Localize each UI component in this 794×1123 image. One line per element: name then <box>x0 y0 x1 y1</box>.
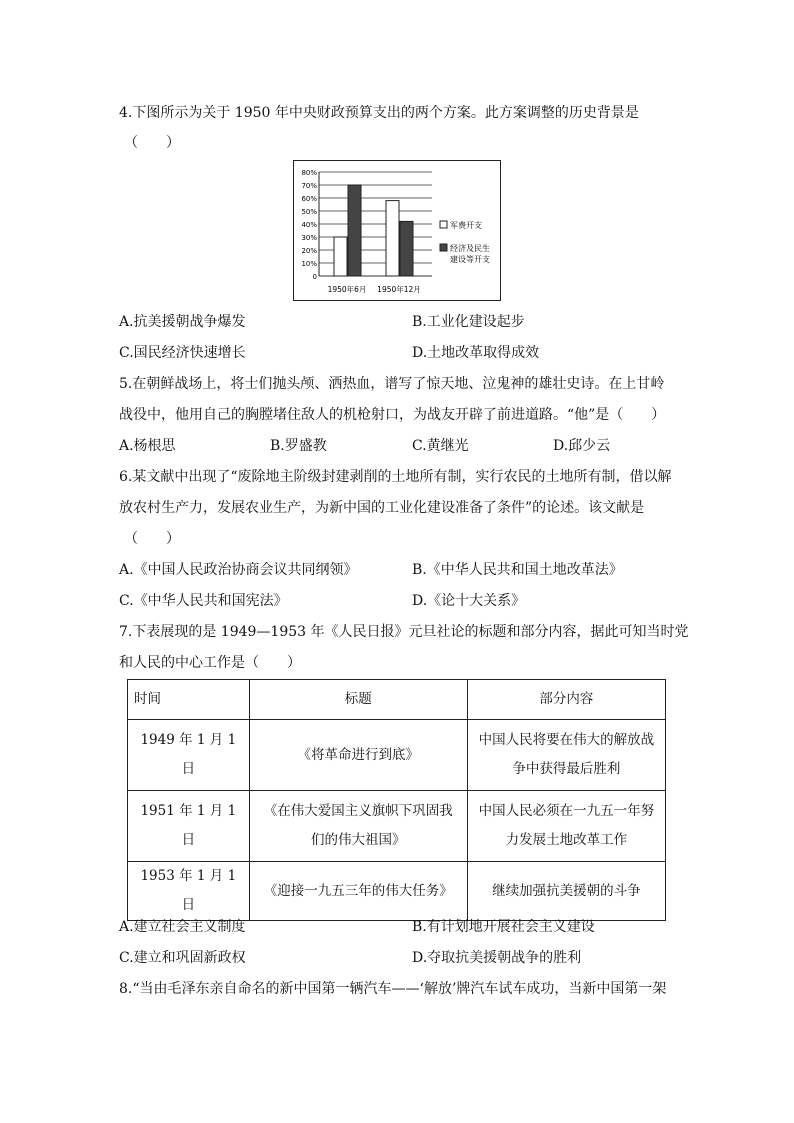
cell-content-line: 中国人民将要在伟大的解放战 <box>478 732 655 748</box>
legend-swatch-economy <box>440 244 447 251</box>
cell-content <box>467 791 665 862</box>
q5-option-c[interactable]: C.黄继光 <box>412 438 469 454</box>
q7-option-c[interactable]: C.建立和巩固新政权 <box>119 950 246 966</box>
cell-content <box>467 720 665 791</box>
editorial-table <box>127 679 666 921</box>
q7-option-a[interactable]: A.建立社会主义制度 <box>119 919 246 935</box>
q6-option-b[interactable]: B.《中华人民共和国土地改革法》 <box>412 562 623 578</box>
q6-line-1: 6.某文献中出现了“废除地主阶级封建剥削的土地所有制，实行农民的土地所有制，借以解 <box>119 469 672 485</box>
header-title: 标题 <box>249 680 467 720</box>
y-tick-label: 10% <box>301 260 317 268</box>
table-row <box>128 791 666 862</box>
q5-option-d[interactable]: D.邱少云 <box>553 438 611 454</box>
header-content: 部分内容 <box>467 680 665 720</box>
cell-content: 继续加强抗美援朝的斗争 <box>467 862 665 921</box>
cell-content-line: 力发展土地改革工作 <box>505 832 628 848</box>
legend-swatch-military <box>440 221 447 228</box>
bar-economy-0 <box>348 185 361 276</box>
q5-option-b[interactable]: B.罗盛教 <box>270 438 327 454</box>
cell-title <box>249 791 467 862</box>
q7-option-b[interactable]: B.有计划地开展社会主义建设 <box>412 919 595 935</box>
q6-answer-paren: （ ） <box>124 531 180 547</box>
x-category-label: 1950年12月 <box>377 285 421 294</box>
y-tick-label: 40% <box>301 221 317 229</box>
cell-title-line: 《在伟大爱国主义旗帜下巩固我 <box>263 803 453 819</box>
q4-option-c[interactable]: C.国民经济快速增长 <box>119 345 246 361</box>
q7-line-1: 7.下表展现的是 1949—1953 年《人民日报》元旦社论的标题和部分内容，据此可知当时党 <box>119 624 689 640</box>
table-row <box>128 862 666 921</box>
y-tick-label: 80% <box>301 169 317 177</box>
q8-line-1: 8.“当由毛泽东亲自命名的新中国第一辆汽车——‘解放’牌汽车试车成功，当新中国第一架 <box>119 981 667 997</box>
cell-date: 1953 年 1 月 1 日 <box>128 862 250 921</box>
cell-date: 1949 年 1 月 1 日 <box>128 720 250 791</box>
q4-stem: 4.下图所示为关于 1950 年中央财政预算支出的两个方案。此方案调整的历史背景是 <box>119 105 639 121</box>
legend-label-economy-2: 建设等开支 <box>450 255 490 264</box>
legend-label-economy-1: 经济及民生 <box>450 244 490 253</box>
budget-bar-chart <box>293 160 501 301</box>
header-time: 时间 <box>128 680 250 720</box>
cell-title: 《迎接一九五三年的伟大任务》 <box>249 862 467 921</box>
cell-date: 1951 年 1 月 1 日 <box>128 791 250 862</box>
bar-military-1 <box>386 201 399 276</box>
q4-option-d[interactable]: D.土地改革取得成效 <box>412 345 540 361</box>
q4-option-a[interactable]: A.抗美援朝战争爆发 <box>119 314 246 330</box>
q6-option-c[interactable]: C.《中华人民共和国宪法》 <box>119 593 288 609</box>
y-tick-label: 50% <box>301 208 317 216</box>
table-row <box>128 720 666 791</box>
bar-economy-1 <box>400 221 413 276</box>
bar-military-0 <box>334 237 347 276</box>
q7-line-2: 和人民的中心工作是（ ） <box>119 655 301 671</box>
q4-answer-paren: （ ） <box>124 135 180 151</box>
legend-label-military: 军费开支 <box>450 221 482 230</box>
q6-option-d[interactable]: D.《论十大关系》 <box>412 593 526 609</box>
q6-option-a[interactable]: A.《中国人民政治协商会议共同纲领》 <box>119 562 358 578</box>
q6-line-2: 放农村生产力，发展农业生产，为新中国的工业化建设准备了条件”的论述。该文献是 <box>119 500 645 516</box>
table-header-row <box>128 680 666 720</box>
chart-svg <box>294 161 500 300</box>
q5-line-2: 战役中，他用自己的胸膛堵住敌人的机枪射口，为战友开辟了前进道路。“他”是（ ） <box>119 407 666 423</box>
x-category-label: 1950年6月 <box>327 285 367 294</box>
cell-title: 《将革命进行到底》 <box>249 720 467 791</box>
y-tick-label: 0 <box>312 273 317 281</box>
cell-title-line: 们的伟大祖国》 <box>310 832 406 848</box>
q5-option-a[interactable]: A.杨根思 <box>119 438 176 454</box>
y-tick-label: 60% <box>301 195 317 203</box>
y-tick-label: 70% <box>301 182 317 190</box>
cell-content-line: 中国人民必须在一九五一年努 <box>478 803 655 819</box>
q4-option-b[interactable]: B.工业化建设起步 <box>412 314 525 330</box>
y-tick-label: 30% <box>301 234 317 242</box>
q7-option-d[interactable]: D.夺取抗美援朝战争的胜利 <box>412 950 582 966</box>
cell-content-line: 争中获得最后胜利 <box>512 761 621 777</box>
y-tick-label: 20% <box>301 247 317 255</box>
q5-line-1: 5.在朝鲜战场上，将士们抛头颅、洒热血，谱写了惊天地、泣鬼神的雄壮史诗。在上甘岭 <box>119 376 665 392</box>
